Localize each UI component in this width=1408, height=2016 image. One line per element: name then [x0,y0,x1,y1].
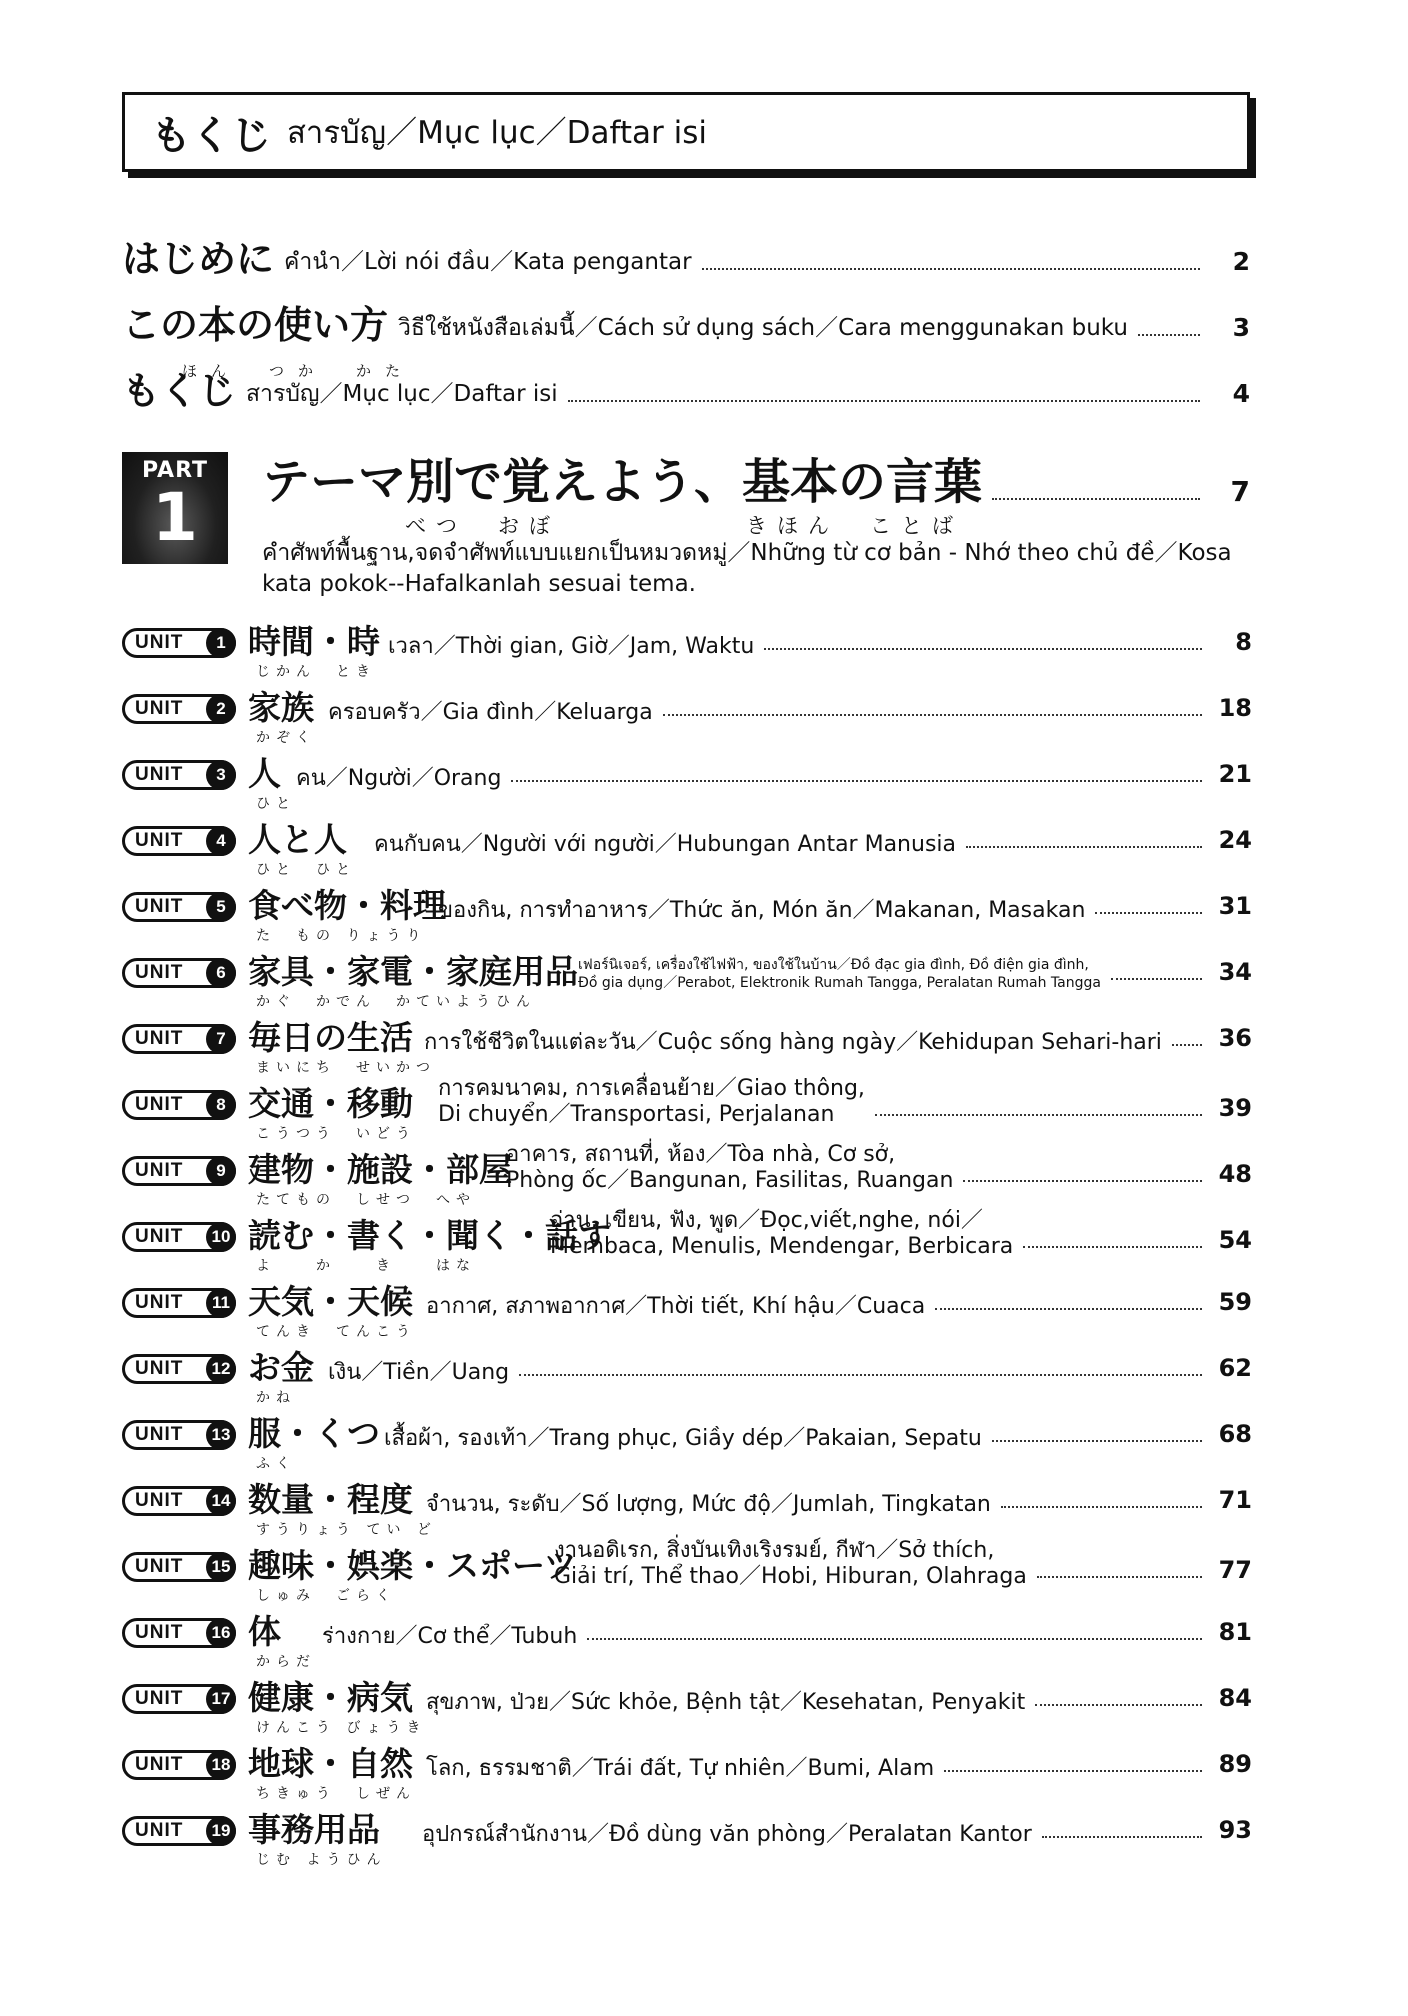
unit-15-entry[interactable] [122,1538,1252,1610]
entry-title: この本の使い方 ほん つか かた [122,302,388,348]
unit-title-block [248,1676,426,1736]
unit-subtitle: เงิน／Tiền／Uang [328,1360,510,1385]
unit-label: UNIT [135,1028,184,1049]
unit-1-entry[interactable] [122,620,1252,686]
part-badge [122,452,228,564]
unit-subtitle: ร่างกาย／Cơ thể／Tubuh [322,1624,578,1649]
unit-badge [122,1816,236,1846]
unit-subtitle-row [328,1352,1252,1388]
unit-number: 12 [206,1354,236,1384]
page-number: 84 [1218,1684,1252,1712]
unit-title-jp: 食べ物・料理 [248,886,446,925]
unit-title-ruby: まいにち せいかつ [256,1060,436,1076]
part-title-row[interactable] [262,450,1250,512]
dot-leader [702,268,1200,270]
unit-badge [122,1420,236,1450]
unit-number: 6 [206,958,236,988]
toc-entry-introduction[interactable] [122,224,1250,282]
page-number: 2 [1232,247,1250,276]
unit-title-block [248,950,578,1010]
header-title-sub: สารบัญ／Mục lục／Daftar isi [287,115,708,151]
unit-badge [122,958,236,988]
unit-subtitle [438,1076,865,1128]
unit-subtitle-row [296,758,1252,794]
unit-title-ruby: かぐ かでん かていようひん [256,994,536,1010]
unit-title-ruby: ちきゅう しぜん [256,1786,416,1802]
unit-9-entry[interactable] [122,1142,1252,1214]
unit-label: UNIT [135,962,184,983]
unit-label: UNIT [135,764,184,785]
dot-leader [992,1440,1202,1442]
unit-number: 9 [206,1156,236,1186]
unit-subtitle-row [426,1682,1252,1718]
unit-title-ruby: しゅみ ごらく [256,1588,396,1604]
unit-number: 16 [206,1618,236,1648]
unit-title-jp: 読む・書く・聞く・話す [248,1216,611,1255]
unit-title-block [248,1742,416,1802]
unit-title-block [248,1280,416,1340]
unit-title-ruby: かぞく [256,730,316,746]
unit-label: UNIT [135,1556,184,1577]
unit-title-ruby: じかん とき [256,664,376,680]
unit-title-ruby: ひと [256,796,296,812]
unit-title-jp: 服・くつ [248,1414,380,1453]
dot-leader [966,846,1202,848]
toc-entry-how-to-use[interactable] [122,290,1250,380]
unit-title-block [248,752,296,812]
unit-title-jp: 天気・天候 [248,1282,413,1321]
entry-ruby: ほん つか かた [182,362,415,380]
unit-5-entry[interactable] [122,884,1252,950]
unit-title-ruby: かね [256,1390,296,1406]
unit-number: 18 [206,1750,236,1780]
unit-label: UNIT [135,830,184,851]
unit-number: 11 [206,1288,236,1318]
unit-title-ruby: ひと ひと [256,862,356,878]
unit-title-jp: 建物・施設・部屋 [248,1150,512,1189]
unit-subtitle-line: Phòng ốc／Bangunan, Fasilitas, Ruangan [506,1168,954,1193]
unit-title-jp: 人と人 [248,820,347,859]
entry-title: はじめに [122,237,275,281]
unit-subtitle [550,1208,1013,1260]
unit-title-ruby: よ か き はな [256,1258,476,1274]
unit-7-entry[interactable] [122,1016,1252,1082]
unit-title-ruby: じむ ようひん [256,1852,387,1868]
unit-title-jp: 数量・程度 [248,1480,413,1519]
unit-subtitle: ครอบครัว／Gia đình／Keluarga [328,700,653,725]
header-title-jp: もくじ [151,112,271,159]
unit-label: UNIT [135,1820,184,1841]
unit-subtitle-line: การคมนาคม, การเคลื่อนย้าย／Giao thông, [438,1076,865,1101]
unit-badge [122,892,236,922]
entry-subtitle: วิธีใช้หนังสือเล่มนี้／Cách sử dụng sách／Cara menggunakan buku [398,315,1128,341]
part-description: คำศัพท์พื้นฐาน,จดจำศัพท์แบบแยกเป็นหมวดหมู่／Những từ cơ bản - Nhớ theo chủ đề／Kosa kata pokok--Hafalkanlah sesuai tema. [262,540,1232,597]
unit-label: UNIT [135,1424,184,1445]
unit-10-entry[interactable] [122,1208,1252,1280]
dot-leader [1172,1044,1202,1046]
dot-leader [1095,912,1202,914]
part-title: テーマ別で覚えよう、基本の言葉 [262,454,983,510]
page-number: 59 [1218,1288,1252,1316]
unit-18-entry[interactable] [122,1742,1252,1808]
page-number: 34 [1218,958,1252,986]
unit-label: UNIT [135,1094,184,1115]
unit-number: 13 [206,1420,236,1450]
page-number: 18 [1218,694,1252,722]
unit-title-ruby: こうつう いどう [256,1126,416,1142]
entry-subtitle: คำนำ／Lời nói đầu／Kata pengantar [284,249,692,275]
dot-leader [1138,334,1200,336]
dot-leader [587,1638,1202,1640]
unit-subtitle-row [328,692,1252,728]
unit-title-ruby: からだ [256,1654,316,1670]
unit-subtitle: โลก, ธรรมชาติ／Trái đất, Tự nhiên／Bumi, Alam [426,1756,935,1781]
unit-number: 2 [206,694,236,724]
unit-label: UNIT [135,1688,184,1709]
unit-subtitle-line: Membaca, Menulis, Mendengar, Berbicara [550,1234,1014,1259]
unit-subtitle-row [388,626,1252,662]
unit-title-jp: 家具・家電・家庭用品 [248,952,578,991]
unit-label: UNIT [135,1226,184,1247]
unit-13-entry[interactable] [122,1412,1252,1478]
unit-subtitle-row [554,1536,1252,1590]
unit-title-block [248,620,380,680]
page-number: 62 [1218,1354,1252,1382]
unit-subtitle: คน／Người／Orang [296,766,502,791]
unit-label: UNIT [135,1160,184,1181]
unit-title-block [248,1610,316,1670]
unit-badge [122,760,236,790]
unit-number: 4 [206,826,236,856]
unit-badge [122,1222,236,1252]
unit-2-entry[interactable] [122,686,1252,752]
unit-12-entry[interactable] [122,1346,1252,1412]
unit-title-jp: 事務用品 [248,1810,380,1849]
unit-title-jp: 趣味・娯楽・スポーツ [248,1546,577,1585]
unit-number: 10 [206,1222,236,1252]
unit-title-jp: 毎日の生活 [248,1018,413,1057]
unit-badge [122,1156,236,1186]
unit-11-entry[interactable] [122,1280,1252,1346]
unit-subtitle: อากาศ, สภาพอากาศ／Thời tiết, Khí hậu／Cuaca [426,1294,926,1319]
unit-label: UNIT [135,632,184,653]
page-number: 3 [1232,313,1250,342]
toc-header [122,92,1250,172]
unit-subtitle [578,956,1101,992]
unit-badge [122,628,236,658]
unit-subtitle-row [426,1748,1252,1784]
unit-badge [122,1354,236,1384]
dot-leader [511,780,1202,782]
unit-title-jp: 人 [248,754,281,793]
dot-leader [992,498,1200,500]
unit-title-jp: 時間・時 [248,622,380,661]
unit-title-block [248,1478,437,1538]
unit-title-block [248,884,446,944]
unit-subtitle-row [578,956,1252,992]
unit-number: 8 [206,1090,236,1120]
unit-subtitle-line: เฟอร์นิเจอร์, เครื่องใช้ไฟฟ้า, ของใช้ในบ้าน／Đồ đạc gia đình, Đồ điện gia đình, [578,957,1089,973]
unit-subtitle: เวลา／Thời gian, Giờ／Jam, Waktu [388,634,755,659]
dot-leader [1035,1704,1202,1706]
unit-title-ruby: たてもの しせつ へや [256,1192,476,1208]
unit-badge [122,1288,236,1318]
unit-subtitle: เสื้อผ้า, รองเท้า／Trang phục, Giầy dép／Pakaian, Sepatu [384,1426,982,1451]
page-number: 93 [1218,1816,1252,1844]
unit-subtitle-row [506,1140,1252,1194]
unit-subtitle [506,1142,953,1194]
page-number: 71 [1218,1486,1252,1514]
unit-subtitle-line: อาคาร, สถานที่, ห้อง／Tòa nhà, Cơ sở, [506,1142,896,1167]
unit-title-jp: 交通・移動 [248,1084,413,1123]
dot-leader [935,1308,1202,1310]
unit-title-ruby: てんき てんこう [256,1324,416,1340]
unit-badge [122,1552,236,1582]
unit-title-block [248,1412,380,1472]
unit-label: UNIT [135,1754,184,1775]
unit-title-block [248,1346,314,1406]
unit-subtitle-row [426,1286,1252,1322]
unit-19-entry[interactable] [122,1808,1252,1874]
page-number: 81 [1218,1618,1252,1646]
unit-title-jp: 健康・病気 [248,1678,413,1717]
dot-leader [963,1180,1202,1182]
page-number: 21 [1218,760,1252,788]
unit-number: 5 [206,892,236,922]
unit-title-jp: 家族 [248,688,314,727]
unit-4-entry[interactable] [122,818,1252,884]
dot-leader [944,1770,1202,1772]
unit-title-block [248,1082,416,1142]
unit-subtitle: ของกิน, การทำอาหาร／Thức ăn, Món ăn／Makanan, Masakan [438,898,1086,923]
unit-subtitle-line: อ่าน, เขียน, ฟัง, พูด／Đọc,viết,nghe, nói／ [550,1208,983,1233]
page-number: 54 [1218,1226,1252,1254]
unit-badge [122,1684,236,1714]
unit-badge [122,1024,236,1054]
dot-leader [875,1114,1202,1116]
unit-subtitle-row [424,1022,1252,1058]
unit-subtitle-line: งานอดิเรก, สิ่งบันเทิงเริงรมย์, กีฬา／Sở thích, [554,1538,995,1563]
unit-title-jp: お金 [248,1348,314,1387]
unit-subtitle-line: Giải trí, Thể thao／Hobi, Hiburan, Olahraga [554,1564,1027,1589]
unit-subtitle-row [374,824,1252,860]
unit-17-entry[interactable] [122,1676,1252,1742]
unit-subtitle-row [426,1484,1252,1520]
unit-title-jp: 地球・自然 [248,1744,413,1783]
unit-badge [122,1486,236,1516]
unit-number: 15 [206,1552,236,1582]
unit-subtitle-row [322,1616,1252,1652]
unit-number: 19 [206,1816,236,1846]
unit-3-entry[interactable] [122,752,1252,818]
unit-label: UNIT [135,698,184,719]
page-number: 68 [1218,1420,1252,1448]
dot-leader [1042,1836,1202,1838]
dot-leader [1001,1506,1202,1508]
unit-label: UNIT [135,1622,184,1643]
unit-badge [122,694,236,724]
dot-leader [764,648,1202,650]
unit-subtitle-line: Di chuyển／Transportasi, Perjalanan [438,1102,835,1127]
unit-subtitle-row [422,1814,1252,1850]
dot-leader [1023,1246,1202,1248]
unit-subtitle [554,1538,1027,1590]
unit-label: UNIT [135,1358,184,1379]
unit-title-block [248,1016,436,1076]
unit-subtitle-row [438,1074,1252,1128]
part-number: 1 [152,479,198,556]
unit-title-ruby: ふく [256,1456,296,1472]
dot-leader [519,1374,1202,1376]
dot-leader [1037,1576,1202,1578]
dot-leader [663,714,1202,716]
page-number: 89 [1218,1750,1252,1778]
unit-title-block [248,1544,577,1604]
unit-badge [122,1618,236,1648]
page-number: 77 [1218,1556,1252,1584]
unit-subtitle-row [438,890,1252,926]
page-number: 36 [1218,1024,1252,1052]
entry-title: もくじ [122,369,237,413]
unit-badge [122,1090,236,1120]
unit-16-entry[interactable] [122,1610,1252,1676]
toc-entry-contents[interactable] [122,356,1250,414]
unit-subtitle-line: Đồ gia dụng／Perabot, Elektronik Rumah Tangga, Peralatan Rumah Tangga [578,975,1101,991]
unit-title-jp: 体 [248,1612,281,1651]
unit-subtitle-row [550,1206,1252,1260]
unit-subtitle-row [384,1418,1252,1454]
unit-6-entry[interactable] [122,950,1252,1016]
unit-subtitle: การใช้ชีวิตในแต่ละวัน／Cuộc sống hàng ngày／Kehidupan Sehari-hari [424,1030,1162,1055]
unit-number: 3 [206,760,236,790]
part-title-ruby: べつ おぼ きほん ことば [405,514,963,538]
page-number: 39 [1218,1094,1252,1122]
unit-subtitle: สุขภาพ, ป่วย／Sức khỏe, Bệnh tật／Kesehatan, Penyakit [426,1690,1026,1715]
unit-label: UNIT [135,1292,184,1313]
unit-label: UNIT [135,896,184,917]
unit-title-ruby: た もの りょうり [256,928,427,944]
page-number: 8 [1235,628,1252,656]
page-number: 31 [1218,892,1252,920]
unit-8-entry[interactable] [122,1076,1252,1148]
unit-number: 17 [206,1684,236,1714]
unit-subtitle: จำนวน, ระดับ／Số lượng, Mức độ／Jumlah, Tingkatan [426,1492,991,1517]
unit-14-entry[interactable] [122,1478,1252,1544]
unit-title-ruby: すうりょう てい ど [256,1522,437,1538]
page-number: 48 [1218,1160,1252,1188]
unit-title-block [248,686,316,746]
dot-leader [1111,978,1202,980]
part-label: PART [141,458,209,483]
unit-subtitle: คนกับคน／Người với người／Hubungan Antar Manusia [374,832,957,857]
unit-title-block [248,1808,386,1868]
unit-number: 1 [206,628,236,658]
unit-label: UNIT [135,1490,184,1511]
unit-title-block [248,818,356,878]
page-number: 4 [1232,379,1250,408]
unit-badge [122,826,236,856]
unit-title-ruby: けんこう びょうき [256,1720,427,1736]
dot-leader [568,400,1200,402]
unit-subtitle: อุปกรณ์สำนักงาน／Đồ dùng văn phòng／Peralatan Kantor [422,1822,1032,1847]
unit-number: 14 [206,1486,236,1516]
unit-number: 7 [206,1024,236,1054]
page-number: 24 [1218,826,1252,854]
unit-title-block [248,1148,512,1208]
part-page-number: 7 [1230,475,1250,508]
unit-badge [122,1750,236,1780]
entry-subtitle: สารบัญ／Mục lục／Daftar isi [246,381,558,407]
